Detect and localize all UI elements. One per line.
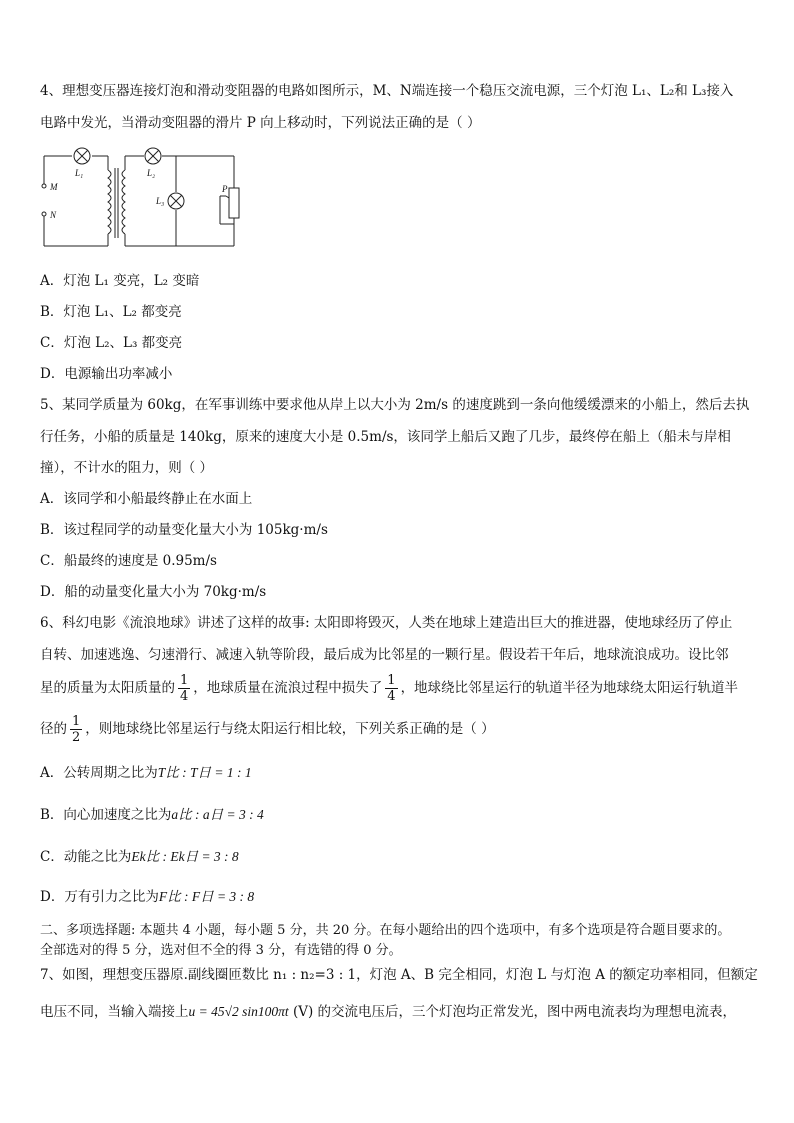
- fraction-one-quarter: [178, 673, 190, 704]
- q5-stem-line3: 撞），不计水的阻力，则（ ）: [40, 460, 214, 476]
- option-formula: Ek比 : Ek日 = 3 : 8: [131, 849, 239, 864]
- q6-stem-line3: [40, 672, 760, 704]
- option-label: C．动能之比为: [40, 849, 132, 865]
- q6-line3-part-b: ，地球质量在流浪过程中损失了: [193, 680, 383, 696]
- q7-line2-part-b: (V) 的交流电压后，三个灯泡均正常发光，图中两电流表均为理想电流表，: [288, 1004, 737, 1020]
- fraction-numerator: 1: [72, 714, 81, 729]
- q5-option-d: D．船的动量变化量大小为 70kg·m/s: [40, 584, 267, 600]
- terminal-m-icon: [42, 184, 46, 188]
- option-formula: F比 : F日 = 3 : 8: [158, 889, 255, 904]
- fraction-numerator: 1: [387, 673, 396, 688]
- q4-stem-line2: 电路中发光，当滑动变阻器的滑片 P 向上移动时，下列说法正确的是（ ）: [40, 115, 481, 131]
- fraction-denominator: 2: [72, 730, 81, 745]
- q7-stem-line1: 7、如图，理想变压器原.副线圈匝数比 n₁ : n₂=3 : 1，灯泡 A、B 完全相同，灯泡 L 与灯泡 A 的额定功率相同，但额定: [40, 967, 758, 983]
- q7-line2-part-a: 电压不同，当输入端接上: [40, 1004, 189, 1020]
- label-l2: L₂: [147, 168, 156, 178]
- option-label: D．万有引力之比为: [40, 889, 159, 905]
- q6-stem-line1: 6、科幻电影《流浪地球》讲述了这样的故事: 太阳即将毁灭，人类在地球上建造出巨大的推进器，使地球经历了停止: [40, 615, 733, 631]
- option-label: A．公转周期之比为: [40, 765, 158, 781]
- label-p: P: [222, 184, 228, 194]
- option-formula: a比 : a日 = 3 : 4: [171, 807, 264, 822]
- fraction-denominator: 4: [387, 689, 396, 704]
- q4-option-c: C．灯泡 L₂、L₃ 都变亮: [40, 335, 183, 351]
- q6-line4-part-a: 径的: [40, 721, 67, 737]
- fraction-numerator: 1: [180, 673, 189, 688]
- q6-option-b: [40, 806, 760, 824]
- section2-instruction-line2: 全部选对的得 5 分，选对但不全的得 3 分，有选错的得 0 分。: [40, 943, 402, 958]
- q5-option-b: B．该过程同学的动量变化量大小为 105kg·m/s: [40, 522, 328, 538]
- q6-line3-part-a: 星的质量为太阳质量的: [40, 680, 175, 696]
- q4-option-b: B．灯泡 L₁、L₂ 都变亮: [40, 304, 182, 320]
- q6-line3-part-c: ，地球绕比邻星运行的轨道半径为地球绕太阳运行轨道半: [400, 680, 739, 696]
- q4-option-a: A．灯泡 L₁ 变亮，L₂ 变暗: [40, 273, 200, 289]
- q5-stem-line1: 5、某同学质量为 60kg，在军事训练中要求他从岸上以大小为 2m/s 的速度跳到一条向他缓缓漂来的小船上，然后去执: [40, 397, 750, 413]
- label-m: M: [50, 182, 58, 192]
- q6-stem-line2: 自转、加速逃逸、匀速滑行、减速入轨等阶段，最后成为比邻星的一颗行星。假设若干年后，地球流浪成功。设比邻: [40, 647, 729, 663]
- q4-stem-line1: 4、理想变压器连接灯泡和滑动变阻器的电路如图所示，M、N端连接一个稳压交流电源，三个灯泡 L₁、L₂和 L₃接入: [40, 83, 734, 99]
- q5-option-c: C．船最终的速度是 0.95m/s: [40, 553, 217, 569]
- q5-stem-line2: 行任务，小船的质量是 140kg，原来的速度大小是 0.5m/s，该同学上船后又跑了几步，最终停在船上（船未与岸相: [40, 429, 731, 445]
- section2-instruction-line1: 二、多项选择题: 本题共 4 小题，每小题 5 分，共 20 分。在每小题给出的四个选项中，有多个选项是符合题目要求的。: [40, 923, 731, 938]
- q6-option-d: [40, 888, 760, 906]
- q7-stem-line2: [40, 1003, 760, 1021]
- q6-stem-line4: [40, 712, 760, 746]
- fraction-one-quarter-2: [385, 673, 397, 704]
- label-l3: L₃: [156, 196, 165, 206]
- fraction-one-half: [70, 714, 82, 745]
- option-formula: T比 : T日 = 1 : 1: [157, 765, 252, 780]
- q7-voltage-formula: u = 45√2 sin100πt: [188, 1004, 289, 1019]
- terminal-n-icon: [42, 212, 46, 216]
- lamp-l3-icon: [168, 193, 184, 209]
- label-n: N: [50, 210, 57, 220]
- lamp-l2-icon: [145, 148, 161, 164]
- q4-option-d: D．电源输出功率减小: [40, 366, 173, 382]
- option-label: B．向心加速度之比为: [40, 807, 172, 823]
- q6-option-c: [40, 848, 760, 866]
- q6-option-a: [40, 764, 760, 782]
- q6-line4-part-b: ，则地球绕比邻星运行与绕太阳运行相比较，下列关系正确的是（ ）: [85, 721, 495, 737]
- label-l1: L₁: [75, 168, 84, 178]
- fraction-denominator: 4: [180, 689, 189, 704]
- q5-option-a: A．该同学和小船最终静止在水面上: [40, 491, 253, 507]
- q4-circuit-diagram: [36, 146, 246, 254]
- lamp-l1-icon: [74, 148, 90, 164]
